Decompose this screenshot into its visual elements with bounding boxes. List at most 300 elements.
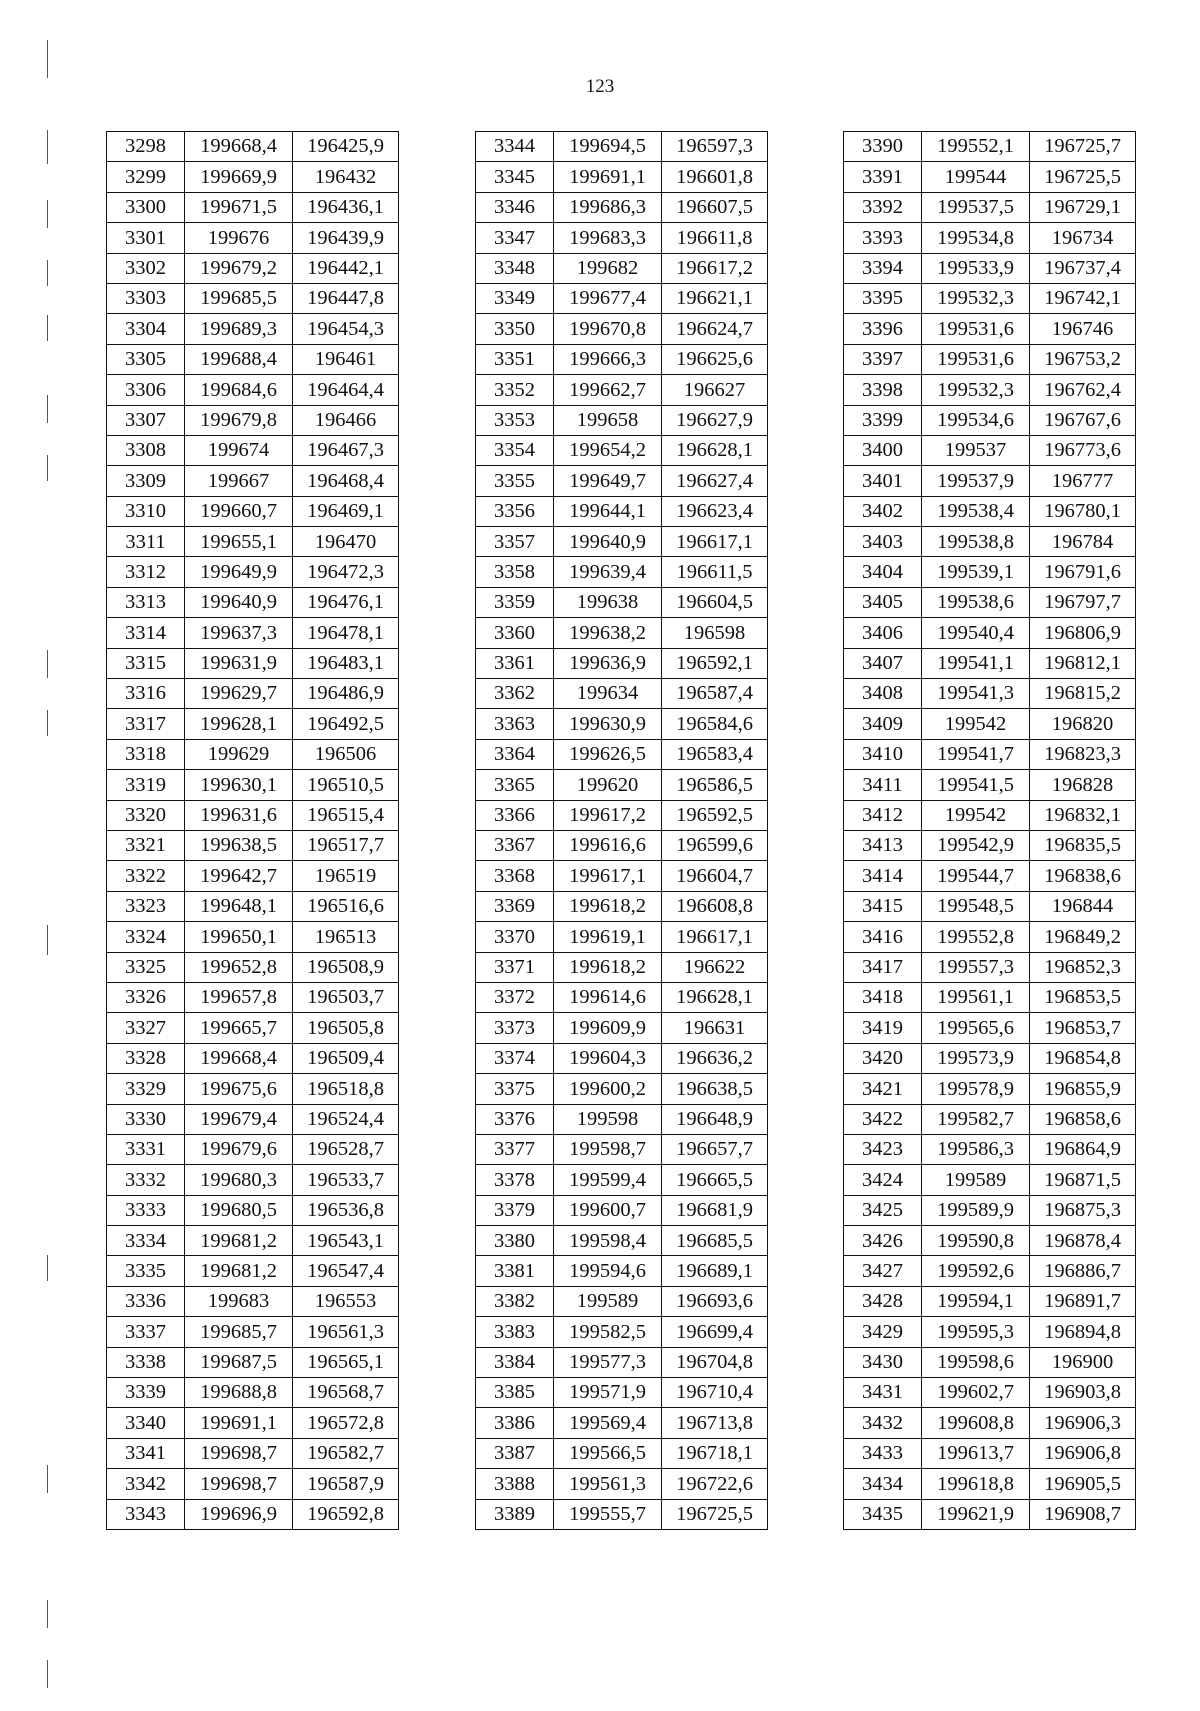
x-coordinate-cell: 199637,3 — [185, 618, 293, 648]
point-number-cell: 3352 — [476, 375, 554, 405]
y-coordinate-cell: 196627,9 — [662, 405, 768, 435]
point-number-cell: 3303 — [107, 283, 185, 313]
x-coordinate-cell: 199598 — [554, 1104, 662, 1134]
y-coordinate-cell: 196832,1 — [1030, 800, 1136, 830]
y-coordinate-cell: 196875,3 — [1030, 1195, 1136, 1225]
table-row — [107, 192, 399, 222]
x-coordinate-cell: 199691,1 — [185, 1408, 293, 1438]
x-coordinate-cell: 199696,9 — [185, 1499, 293, 1529]
x-coordinate-cell: 199640,9 — [554, 527, 662, 557]
point-number-cell: 3326 — [107, 982, 185, 1012]
x-coordinate-cell: 199626,5 — [554, 739, 662, 769]
y-coordinate-cell: 196586,5 — [662, 770, 768, 800]
scan-margin-mark — [47, 395, 48, 423]
x-coordinate-cell: 199629,7 — [185, 679, 293, 709]
point-number-cell: 3359 — [476, 587, 554, 617]
table-row — [476, 496, 768, 526]
point-number-cell: 3376 — [476, 1104, 554, 1134]
y-coordinate-cell: 196467,3 — [293, 435, 399, 465]
point-number-cell: 3409 — [844, 709, 922, 739]
table-row — [107, 253, 399, 283]
x-coordinate-cell: 199589,9 — [922, 1195, 1030, 1225]
y-coordinate-cell: 196665,5 — [662, 1165, 768, 1195]
table-row — [107, 982, 399, 1012]
y-coordinate-cell: 196864,9 — [1030, 1134, 1136, 1164]
x-coordinate-cell: 199620 — [554, 770, 662, 800]
point-number-cell: 3435 — [844, 1499, 922, 1529]
point-number-cell: 3391 — [844, 162, 922, 192]
point-number-cell: 3299 — [107, 162, 185, 192]
point-number-cell: 3311 — [107, 527, 185, 557]
x-coordinate-cell: 199694,5 — [554, 132, 662, 162]
point-number-cell: 3384 — [476, 1347, 554, 1377]
table-row — [844, 618, 1136, 648]
x-coordinate-cell: 199542,9 — [922, 830, 1030, 860]
table-row — [107, 1104, 399, 1134]
table-row — [844, 557, 1136, 587]
y-coordinate-cell: 196746 — [1030, 314, 1136, 344]
y-coordinate-cell: 196604,7 — [662, 861, 768, 891]
y-coordinate-cell: 196518,8 — [293, 1074, 399, 1104]
table-row — [107, 283, 399, 313]
table-row — [476, 1347, 768, 1377]
y-coordinate-cell: 196823,3 — [1030, 739, 1136, 769]
x-coordinate-cell: 199644,1 — [554, 496, 662, 526]
point-number-cell: 3335 — [107, 1256, 185, 1286]
y-coordinate-cell: 196853,7 — [1030, 1013, 1136, 1043]
x-coordinate-cell: 199534,8 — [922, 223, 1030, 253]
point-number-cell: 3331 — [107, 1134, 185, 1164]
x-coordinate-cell: 199544 — [922, 162, 1030, 192]
y-coordinate-cell: 196447,8 — [293, 283, 399, 313]
x-coordinate-cell: 199577,3 — [554, 1347, 662, 1377]
y-coordinate-cell: 196536,8 — [293, 1195, 399, 1225]
table-row — [844, 1165, 1136, 1195]
table-row — [476, 952, 768, 982]
x-coordinate-cell: 199544,7 — [922, 861, 1030, 891]
y-coordinate-cell: 196506 — [293, 739, 399, 769]
table-row — [476, 1286, 768, 1316]
point-number-cell: 3404 — [844, 557, 922, 587]
table-row — [476, 283, 768, 313]
y-coordinate-cell: 196553 — [293, 1286, 399, 1316]
y-coordinate-cell: 196704,8 — [662, 1347, 768, 1377]
x-coordinate-cell: 199679,8 — [185, 405, 293, 435]
point-number-cell: 3358 — [476, 557, 554, 587]
table-row — [476, 1134, 768, 1164]
y-coordinate-cell: 196516,6 — [293, 891, 399, 921]
point-number-cell: 3347 — [476, 223, 554, 253]
table-row — [107, 1438, 399, 1468]
point-number-cell: 3393 — [844, 223, 922, 253]
point-number-cell: 3375 — [476, 1074, 554, 1104]
point-number-cell: 3310 — [107, 496, 185, 526]
point-number-cell: 3329 — [107, 1074, 185, 1104]
scan-margin-mark — [47, 650, 48, 678]
point-number-cell: 3344 — [476, 132, 554, 162]
x-coordinate-cell: 199561,1 — [922, 982, 1030, 1012]
x-coordinate-cell: 199578,9 — [922, 1074, 1030, 1104]
table-row — [844, 1256, 1136, 1286]
table-row — [844, 496, 1136, 526]
x-coordinate-cell: 199608,8 — [922, 1408, 1030, 1438]
table-row — [107, 1195, 399, 1225]
y-coordinate-cell: 196722,6 — [662, 1469, 768, 1499]
x-coordinate-cell: 199621,9 — [922, 1499, 1030, 1529]
y-coordinate-cell: 196681,9 — [662, 1195, 768, 1225]
table-row — [107, 496, 399, 526]
scan-margin-mark — [47, 1255, 48, 1281]
scan-margin-mark — [47, 40, 48, 78]
point-number-cell: 3351 — [476, 344, 554, 374]
table-row — [844, 922, 1136, 952]
point-number-cell: 3412 — [844, 800, 922, 830]
point-number-cell: 3424 — [844, 1165, 922, 1195]
y-coordinate-cell: 196513 — [293, 922, 399, 952]
table-row — [476, 344, 768, 374]
x-coordinate-cell: 199538,8 — [922, 527, 1030, 557]
table-row — [844, 770, 1136, 800]
table-row — [107, 1317, 399, 1347]
y-coordinate-cell: 196601,8 — [662, 162, 768, 192]
table-row — [844, 1104, 1136, 1134]
x-coordinate-cell: 199598,4 — [554, 1226, 662, 1256]
point-number-cell: 3365 — [476, 770, 554, 800]
x-coordinate-cell: 199684,6 — [185, 375, 293, 405]
table-row — [107, 1256, 399, 1286]
y-coordinate-cell: 196725,5 — [1030, 162, 1136, 192]
point-number-cell: 3367 — [476, 830, 554, 860]
x-coordinate-cell: 199638,5 — [185, 830, 293, 860]
point-number-cell: 3312 — [107, 557, 185, 587]
x-coordinate-cell: 199589 — [554, 1286, 662, 1316]
table-row — [476, 1469, 768, 1499]
y-coordinate-cell: 196565,1 — [293, 1347, 399, 1377]
x-coordinate-cell: 199539,1 — [922, 557, 1030, 587]
point-number-cell: 3364 — [476, 739, 554, 769]
table-row — [107, 1226, 399, 1256]
y-coordinate-cell: 196742,1 — [1030, 283, 1136, 313]
y-coordinate-cell: 196617,1 — [662, 527, 768, 557]
x-coordinate-cell: 199630,1 — [185, 770, 293, 800]
y-coordinate-cell: 196638,5 — [662, 1074, 768, 1104]
x-coordinate-cell: 199582,7 — [922, 1104, 1030, 1134]
x-coordinate-cell: 199598,6 — [922, 1347, 1030, 1377]
y-coordinate-cell: 196592,8 — [293, 1499, 399, 1529]
x-coordinate-cell: 199604,3 — [554, 1043, 662, 1073]
table-row — [107, 314, 399, 344]
y-coordinate-cell: 196908,7 — [1030, 1499, 1136, 1529]
point-number-cell: 3426 — [844, 1226, 922, 1256]
y-coordinate-cell: 196903,8 — [1030, 1378, 1136, 1408]
y-coordinate-cell: 196611,8 — [662, 223, 768, 253]
y-coordinate-cell: 196871,5 — [1030, 1165, 1136, 1195]
point-number-cell: 3423 — [844, 1134, 922, 1164]
x-coordinate-cell: 199531,6 — [922, 314, 1030, 344]
y-coordinate-cell: 196906,8 — [1030, 1438, 1136, 1468]
table-row — [107, 1013, 399, 1043]
x-coordinate-cell: 199655,1 — [185, 527, 293, 557]
coordinates-table-1 — [106, 131, 399, 1530]
table-row — [107, 861, 399, 891]
table-row — [476, 1104, 768, 1134]
x-coordinate-cell: 199555,7 — [554, 1499, 662, 1529]
x-coordinate-cell: 199613,7 — [922, 1438, 1030, 1468]
scan-margin-mark — [47, 1465, 48, 1493]
x-coordinate-cell: 199640,9 — [185, 587, 293, 617]
point-number-cell: 3327 — [107, 1013, 185, 1043]
x-coordinate-cell: 199689,3 — [185, 314, 293, 344]
point-number-cell: 3430 — [844, 1347, 922, 1377]
y-coordinate-cell: 196597,3 — [662, 132, 768, 162]
table-row — [844, 1043, 1136, 1073]
y-coordinate-cell: 196784 — [1030, 527, 1136, 557]
point-number-cell: 3300 — [107, 192, 185, 222]
point-number-cell: 3301 — [107, 223, 185, 253]
table-row — [476, 982, 768, 1012]
point-number-cell: 3410 — [844, 739, 922, 769]
point-number-cell: 3385 — [476, 1378, 554, 1408]
point-number-cell: 3316 — [107, 679, 185, 709]
x-coordinate-cell: 199557,3 — [922, 952, 1030, 982]
point-number-cell: 3339 — [107, 1378, 185, 1408]
point-number-cell: 3414 — [844, 861, 922, 891]
y-coordinate-cell: 196835,5 — [1030, 830, 1136, 860]
table-row — [476, 679, 768, 709]
table-row — [107, 800, 399, 830]
y-coordinate-cell: 196598 — [662, 618, 768, 648]
table-row — [107, 648, 399, 678]
x-coordinate-cell: 199638 — [554, 587, 662, 617]
y-coordinate-cell: 196561,3 — [293, 1317, 399, 1347]
table-row — [844, 435, 1136, 465]
x-coordinate-cell: 199670,8 — [554, 314, 662, 344]
point-number-cell: 3382 — [476, 1286, 554, 1316]
x-coordinate-cell: 199636,9 — [554, 648, 662, 678]
y-coordinate-cell: 196906,3 — [1030, 1408, 1136, 1438]
table-row — [107, 344, 399, 374]
y-coordinate-cell: 196508,9 — [293, 952, 399, 982]
point-number-cell: 3363 — [476, 709, 554, 739]
point-number-cell: 3321 — [107, 830, 185, 860]
table-row — [844, 1195, 1136, 1225]
point-number-cell: 3306 — [107, 375, 185, 405]
scan-margin-mark — [47, 315, 48, 341]
y-coordinate-cell: 196468,4 — [293, 466, 399, 496]
table-row — [844, 192, 1136, 222]
x-coordinate-cell: 199532,3 — [922, 375, 1030, 405]
point-number-cell: 3330 — [107, 1104, 185, 1134]
y-coordinate-cell: 196797,7 — [1030, 587, 1136, 617]
x-coordinate-cell: 199542 — [922, 800, 1030, 830]
table-row — [844, 891, 1136, 921]
point-number-cell: 3381 — [476, 1256, 554, 1286]
table-row — [107, 952, 399, 982]
y-coordinate-cell: 196791,6 — [1030, 557, 1136, 587]
table-row — [107, 223, 399, 253]
x-coordinate-cell: 199687,5 — [185, 1347, 293, 1377]
y-coordinate-cell: 196608,8 — [662, 891, 768, 921]
table-row — [107, 587, 399, 617]
y-coordinate-cell: 196505,8 — [293, 1013, 399, 1043]
table-row — [844, 1317, 1136, 1347]
table-row — [476, 1378, 768, 1408]
y-coordinate-cell: 196582,7 — [293, 1438, 399, 1468]
y-coordinate-cell: 196543,1 — [293, 1226, 399, 1256]
point-number-cell: 3431 — [844, 1378, 922, 1408]
x-coordinate-cell: 199600,7 — [554, 1195, 662, 1225]
x-coordinate-cell: 199617,2 — [554, 800, 662, 830]
x-coordinate-cell: 199598,7 — [554, 1134, 662, 1164]
y-coordinate-cell: 196854,8 — [1030, 1043, 1136, 1073]
x-coordinate-cell: 199618,2 — [554, 891, 662, 921]
point-number-cell: 3372 — [476, 982, 554, 1012]
x-coordinate-cell: 199682 — [554, 253, 662, 283]
y-coordinate-cell: 196852,3 — [1030, 952, 1136, 982]
table-row — [107, 709, 399, 739]
x-coordinate-cell: 199671,5 — [185, 192, 293, 222]
point-number-cell: 3317 — [107, 709, 185, 739]
table-row — [476, 1317, 768, 1347]
table-row — [476, 861, 768, 891]
y-coordinate-cell: 196625,6 — [662, 344, 768, 374]
point-number-cell: 3346 — [476, 192, 554, 222]
scan-margin-mark — [47, 710, 48, 736]
x-coordinate-cell: 199654,2 — [554, 435, 662, 465]
point-number-cell: 3357 — [476, 527, 554, 557]
point-number-cell: 3432 — [844, 1408, 922, 1438]
point-number-cell: 3401 — [844, 466, 922, 496]
x-coordinate-cell: 199609,9 — [554, 1013, 662, 1043]
point-number-cell: 3348 — [476, 253, 554, 283]
point-number-cell: 3313 — [107, 587, 185, 617]
table-row — [476, 770, 768, 800]
table-row — [476, 739, 768, 769]
table-row — [107, 830, 399, 860]
point-number-cell: 3416 — [844, 922, 922, 952]
y-coordinate-cell: 196436,1 — [293, 192, 399, 222]
y-coordinate-cell: 196628,1 — [662, 982, 768, 1012]
point-number-cell: 3383 — [476, 1317, 554, 1347]
y-coordinate-cell: 196623,4 — [662, 496, 768, 526]
table-row — [844, 1469, 1136, 1499]
x-coordinate-cell: 199561,3 — [554, 1469, 662, 1499]
y-coordinate-cell: 196617,1 — [662, 922, 768, 952]
table-row — [476, 132, 768, 162]
x-coordinate-cell: 199599,4 — [554, 1165, 662, 1195]
point-number-cell: 3417 — [844, 952, 922, 982]
point-number-cell: 3353 — [476, 405, 554, 435]
table-row — [844, 739, 1136, 769]
x-coordinate-cell: 199541,5 — [922, 770, 1030, 800]
table-row — [476, 1043, 768, 1073]
y-coordinate-cell: 196568,7 — [293, 1378, 399, 1408]
page-number: 123 — [585, 76, 615, 97]
y-coordinate-cell: 196533,7 — [293, 1165, 399, 1195]
scan-margin-mark — [47, 1600, 48, 1628]
table-row — [476, 405, 768, 435]
table-row — [844, 375, 1136, 405]
y-coordinate-cell: 196622 — [662, 952, 768, 982]
point-number-cell: 3336 — [107, 1286, 185, 1316]
table-row — [476, 618, 768, 648]
table-row — [844, 1408, 1136, 1438]
point-number-cell: 3427 — [844, 1256, 922, 1286]
x-coordinate-cell: 199614,6 — [554, 982, 662, 1012]
point-number-cell: 3380 — [476, 1226, 554, 1256]
point-number-cell: 3333 — [107, 1195, 185, 1225]
scan-margin-mark — [47, 455, 48, 481]
point-number-cell: 3429 — [844, 1317, 922, 1347]
x-coordinate-cell: 199662,7 — [554, 375, 662, 405]
y-coordinate-cell: 196806,9 — [1030, 618, 1136, 648]
x-coordinate-cell: 199642,7 — [185, 861, 293, 891]
table-row — [107, 527, 399, 557]
y-coordinate-cell: 196509,4 — [293, 1043, 399, 1073]
point-number-cell: 3418 — [844, 982, 922, 1012]
x-coordinate-cell: 199537,9 — [922, 466, 1030, 496]
x-coordinate-cell: 199649,9 — [185, 557, 293, 587]
y-coordinate-cell: 196713,8 — [662, 1408, 768, 1438]
y-coordinate-cell: 196853,5 — [1030, 982, 1136, 1012]
point-number-cell: 3433 — [844, 1438, 922, 1468]
table-row — [476, 253, 768, 283]
point-number-cell: 3394 — [844, 253, 922, 283]
y-coordinate-cell: 196710,4 — [662, 1378, 768, 1408]
point-number-cell: 3362 — [476, 679, 554, 709]
table-row — [844, 223, 1136, 253]
y-coordinate-cell: 196592,1 — [662, 648, 768, 678]
x-coordinate-cell: 199619,1 — [554, 922, 662, 952]
point-number-cell: 3338 — [107, 1347, 185, 1377]
x-coordinate-cell: 199676 — [185, 223, 293, 253]
x-coordinate-cell: 199634 — [554, 679, 662, 709]
table-row — [844, 648, 1136, 678]
x-coordinate-cell: 199594,6 — [554, 1256, 662, 1286]
y-coordinate-cell: 196587,9 — [293, 1469, 399, 1499]
point-number-cell: 3399 — [844, 405, 922, 435]
point-number-cell: 3387 — [476, 1438, 554, 1468]
point-number-cell: 3389 — [476, 1499, 554, 1529]
table-row — [107, 132, 399, 162]
x-coordinate-cell: 199665,7 — [185, 1013, 293, 1043]
x-coordinate-cell: 199660,7 — [185, 496, 293, 526]
table-row — [107, 618, 399, 648]
x-coordinate-cell: 199658 — [554, 405, 662, 435]
point-number-cell: 3315 — [107, 648, 185, 678]
y-coordinate-cell: 196503,7 — [293, 982, 399, 1012]
point-number-cell: 3421 — [844, 1074, 922, 1104]
y-coordinate-cell: 196636,2 — [662, 1043, 768, 1073]
table-row — [476, 527, 768, 557]
y-coordinate-cell: 196762,4 — [1030, 375, 1136, 405]
y-coordinate-cell: 196855,9 — [1030, 1074, 1136, 1104]
x-coordinate-cell: 199552,1 — [922, 132, 1030, 162]
y-coordinate-cell: 196780,1 — [1030, 496, 1136, 526]
x-coordinate-cell: 199541,7 — [922, 739, 1030, 769]
y-coordinate-cell: 196492,5 — [293, 709, 399, 739]
table-row — [476, 375, 768, 405]
point-number-cell: 3323 — [107, 891, 185, 921]
x-coordinate-cell: 199532,3 — [922, 283, 1030, 313]
x-coordinate-cell: 199537,5 — [922, 192, 1030, 222]
table-row — [107, 1134, 399, 1164]
point-number-cell: 3379 — [476, 1195, 554, 1225]
point-number-cell: 3368 — [476, 861, 554, 891]
point-number-cell: 3366 — [476, 800, 554, 830]
x-coordinate-cell: 199531,6 — [922, 344, 1030, 374]
y-coordinate-cell: 196628,1 — [662, 435, 768, 465]
